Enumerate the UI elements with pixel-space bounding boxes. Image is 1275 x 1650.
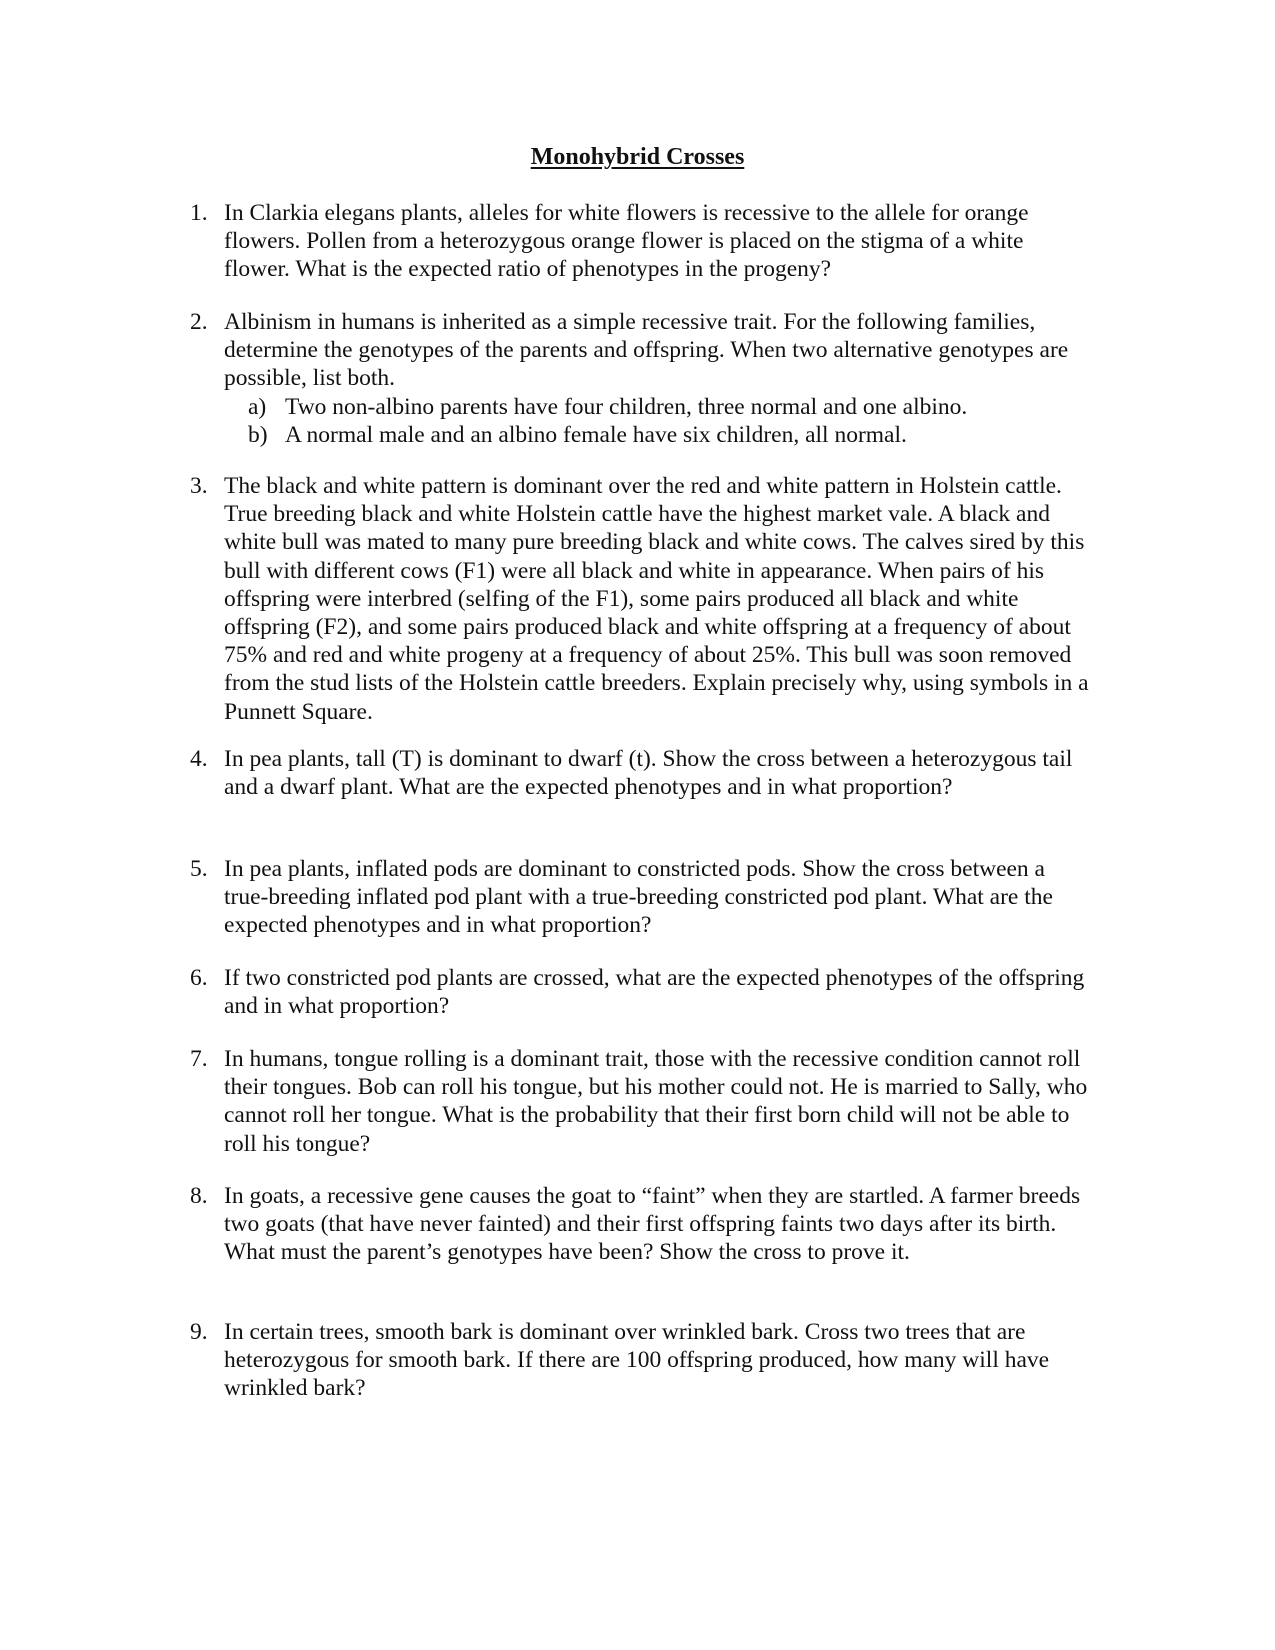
question-7	[190, 1045, 1090, 1158]
question-text: In certain trees, smooth bark is dominant over wrinkled bark. Cross two trees that are heterozygous for smooth bark. If there are 100 offspring produced, how many will have wrinkled bark?	[224, 1319, 1050, 1402]
question-5	[190, 855, 1090, 940]
question-text: Albinism in humans is inherited as a simple recessive trait. For the following families, determine the genotypes of the parents and offspring. When two alternative genotypes are possible, list both.	[224, 309, 1069, 392]
question-3	[190, 472, 1090, 726]
question-text: In pea plants, tall (T) is dominant to dwarf (t). Show the cross between a heterozygous tail and a dwarf plant. What are the expected phenotypes and in what proportion?	[224, 746, 1073, 801]
question-number: 4.	[190, 746, 208, 772]
question-text: In Clarkia elegans plants, alleles for white flowers is recessive to the allele for orange flowers. Pollen from a heterozygous orange flower is placed on the stigma of a white flower. What is the expected ratio of phenotypes in the progeny?	[224, 200, 1029, 283]
question-number: 5.	[190, 856, 208, 882]
question-1	[190, 199, 1090, 284]
question-number: 7.	[190, 1046, 208, 1072]
question-number: 2.	[190, 309, 208, 335]
question-number: 8.	[190, 1183, 208, 1209]
question-text: In goats, a recessive gene causes the goat to “faint” when they are startled. A farmer breeds two goats (that have never fainted) and their first offspring faints two days after its birth. What must the parent’s genotypes have been? Show the cross to prove it.	[224, 1183, 1081, 1266]
question-number: 3.	[190, 473, 208, 499]
question-6	[190, 964, 1090, 1020]
question-number: 1.	[190, 200, 208, 226]
question-text: In humans, tongue rolling is a dominant trait, those with the recessive condition cannot roll their tongues. Bob can roll his tongue, but his mother could not. He is married to Sally, who cannot roll her tongue. What is the probability that their first born child will not be able to roll his tongue?	[224, 1046, 1088, 1157]
sub-question-label: b)	[248, 421, 268, 448]
question-text: In pea plants, inflated pods are dominant to constricted pods. Show the cross between a true-breeding inflated pod plant with a true-breeding constricted pod plant. What are the expected phenotypes and in what proportion?	[224, 856, 1053, 939]
question-text: The black and white pattern is dominant over the red and white pattern in Holstein cattle. True breeding black and white Holstein cattle have the highest market vale. A black and white bull was mated to many pure breeding black and white cows. The calves sired by this bull with different cows (F1) were all black and white in appearance. When pairs of his offspring were interbred (selfing of the F1), some pairs produced all black and white offspring (F2), and some pairs produced black and white offspring at a frequency of about 75% and red and white progeny at a frequency of about 25%. This bull was soon removed from the stud lists of the Holstein cattle breeders. Explain precisely why, using symbols in a Punnett Square.	[224, 473, 1089, 725]
page-title: Monohybrid Crosses	[530, 144, 745, 170]
question-2	[190, 308, 1090, 449]
sub-question-b	[248, 421, 1090, 449]
question-9	[190, 1318, 1090, 1403]
question-number: 9.	[190, 1319, 208, 1345]
sub-question-a	[248, 393, 1090, 421]
question-4	[190, 745, 1090, 801]
sub-question-label: a)	[248, 393, 267, 420]
sub-question-text: Two non-albino parents have four children, three normal and one albino.	[285, 393, 968, 420]
question-number: 6.	[190, 965, 208, 991]
question-8	[190, 1182, 1090, 1267]
sub-question-text: A normal male and an albino female have six children, all normal.	[285, 421, 907, 448]
question-text: If two constricted pod plants are crossed, what are the expected phenotypes of the offspring and in what proportion?	[224, 965, 1085, 1020]
